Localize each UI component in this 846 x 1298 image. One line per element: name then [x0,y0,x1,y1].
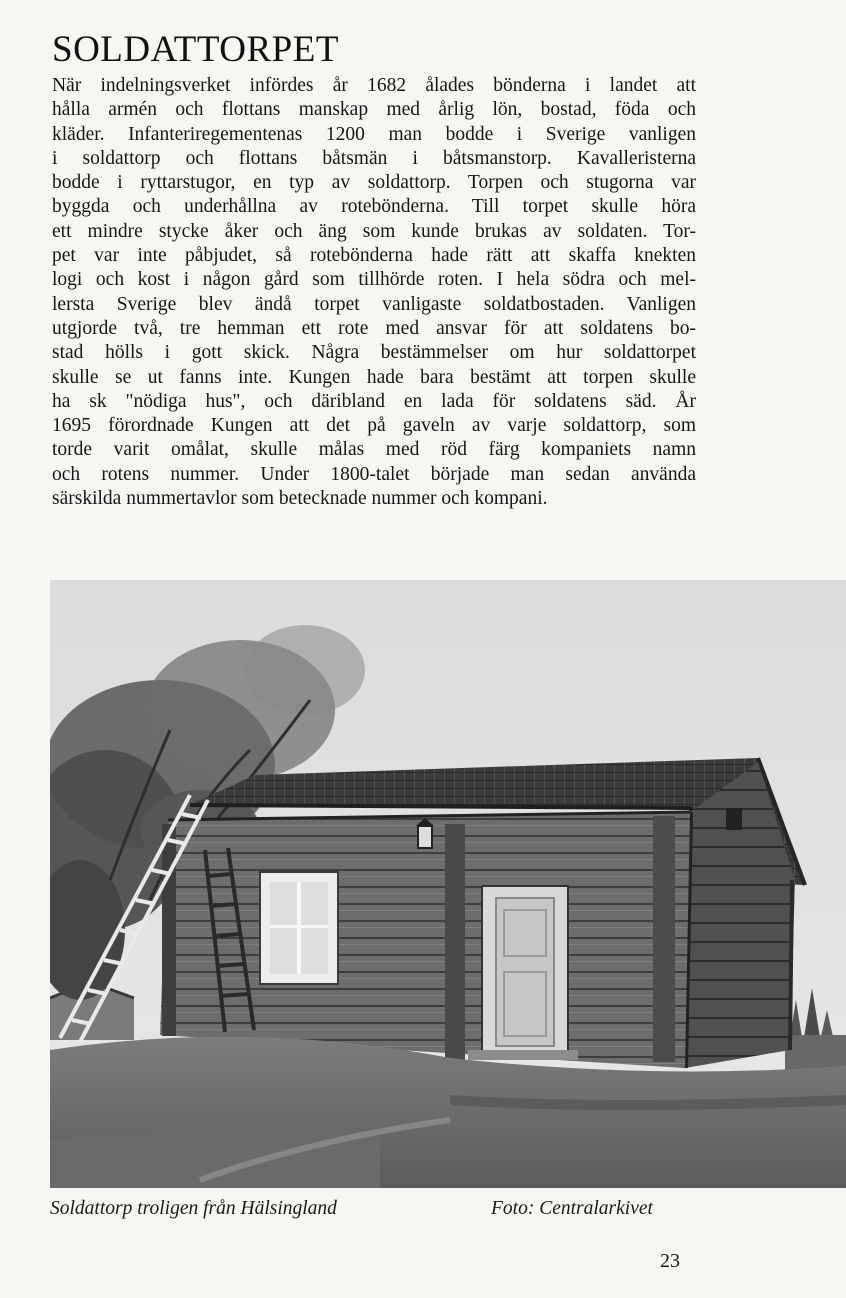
photo-credit: Foto: Centralarkivet [491,1198,653,1219]
body-line: pet var inte påbjudet, så rotebönderna hade rätt att skaffa knekten [52,245,696,267]
body-line: utgjorde två, tre hemman ett rote med ansvar för att soldatens bo- [52,317,696,339]
body-line: ha sk "nödiga hus", och däribland en lada för soldatens säd. År [52,390,696,412]
body-line: bodde i ryttarstugor, en typ av soldattorp. Torpen och stugorna var [52,172,696,194]
soldier-cottage-photo [50,580,846,1188]
photo-caption: Soldattorp troligen från Hälsingland [50,1198,337,1219]
body-line: byggda och underhållna av rotebönderna. Till torpet skulle höra [52,196,696,218]
body-line: hålla armén och flottans manskap med årlig lön, bostad, föda och [52,99,696,121]
body-line: ett mindre stycke åker och äng som kunde brukas av soldaten. Tor- [52,220,696,242]
body-line: När indelningsverket infördes år 1682 ålades bönderna i landet att [52,75,696,96]
body-line: logi och kost i någon gård som tillhörde roten. I hela södra och mel- [52,269,696,291]
body-line: stad hölls i gott skick. Några bestämmelser om hur soldattorpet [52,342,696,364]
body-line: särskilda nummertavlor som betecknade nummer och kompani. [52,488,548,510]
body-line: i soldattorp och flottans båtsmän i båtsmanstorp. Kavalleristerna [52,147,696,169]
body-line: skulle se ut fanns inte. Kungen hade bara bestämt att torpen skulle [52,366,696,388]
article-title: SOLDATTORPET [52,29,339,70]
page-number: 23 [660,1250,680,1272]
body-line: torde varit omålat, skulle målas med röd färg kompaniets namn [52,439,696,461]
body-line: lersta Sverige blev ändå torpet vanligaste soldatbostaden. Vanligen [52,293,696,315]
body-line: och rotens nummer. Under 1800-talet började man sedan använda [52,463,696,485]
cottage-door [468,886,578,1060]
article-body [52,74,696,511]
body-line: 1695 förordnade Kungen att det på gaveln av varje soldattorp, som [52,415,696,437]
body-line: kläder. Infanteriregementenas 1200 man bodde i Sverige vanligen [52,123,696,145]
cottage-window [260,872,338,984]
